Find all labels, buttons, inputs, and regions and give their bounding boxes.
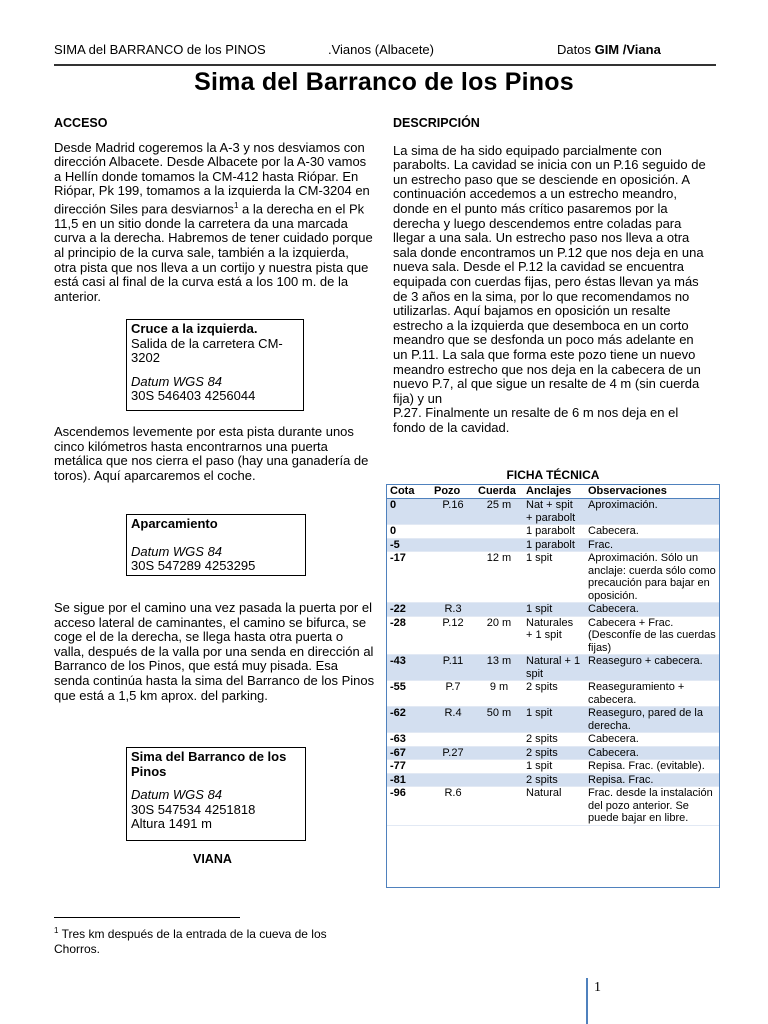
table-row bbox=[387, 760, 719, 774]
box-altitude: Altura 1491 m bbox=[131, 816, 212, 832]
table-row bbox=[387, 746, 719, 760]
table-cell: P.16 bbox=[431, 499, 475, 525]
footnote-number: 1 bbox=[54, 926, 59, 935]
header-rule bbox=[54, 64, 716, 66]
table-cell: 12 m bbox=[475, 552, 523, 603]
box-title: Sima del Barranco de los Pinos bbox=[131, 749, 287, 779]
table-cell: Natural bbox=[523, 787, 585, 826]
table-cell: 1 spit bbox=[523, 707, 585, 733]
table-cell: Cabecera + Frac. (Desconfíe de las cuerdas fijas) bbox=[585, 616, 719, 655]
table-cell: -28 bbox=[387, 616, 431, 655]
table-cell: Cabecera. bbox=[585, 733, 719, 747]
table-cell: -43 bbox=[387, 655, 431, 681]
table-cell: Reaseguramiento + cabecera. bbox=[585, 681, 719, 707]
header-credits-group: GIM /Viana bbox=[594, 42, 661, 57]
coords-box-cruce bbox=[126, 319, 304, 411]
table-cell bbox=[431, 538, 475, 552]
box-title: Cruce a la izquierda. bbox=[131, 321, 258, 336]
table-cell: 2 spits bbox=[523, 746, 585, 760]
col-header: Cuerda bbox=[475, 485, 523, 499]
table-cell: 25 m bbox=[475, 499, 523, 525]
box-coords: 30S 547289 4253295 bbox=[131, 558, 256, 574]
table-cell: P.27 bbox=[431, 746, 475, 760]
descripcion-heading: DESCRIPCIÓN bbox=[393, 116, 480, 130]
ficha-title: FICHA TÉCNICA bbox=[506, 468, 600, 482]
table-cell bbox=[475, 603, 523, 617]
table-cell: 1 parabolt bbox=[523, 525, 585, 539]
box-line: Salida de la carretera CM-3202 bbox=[131, 335, 283, 366]
table-cell bbox=[431, 525, 475, 539]
table-cell: -17 bbox=[387, 552, 431, 603]
table-cell: R.4 bbox=[431, 707, 475, 733]
header-location: .Vianos (Albacete) bbox=[328, 42, 434, 57]
table-row bbox=[387, 538, 719, 552]
descripcion-section bbox=[393, 116, 711, 435]
table-cell: P.7 bbox=[431, 681, 475, 707]
table-cell: Reaseguro, pared de la derecha. bbox=[585, 707, 719, 733]
table-cell: 1 spit bbox=[523, 603, 585, 617]
coords-box-aparcamiento bbox=[126, 514, 306, 576]
table-row bbox=[387, 681, 719, 707]
table-cell: Repisa. Frac. bbox=[585, 773, 719, 787]
table-cell: Naturales + 1 spit bbox=[523, 616, 585, 655]
table-cell: 0 bbox=[387, 525, 431, 539]
page-header bbox=[54, 42, 716, 62]
table-cell: 50 m bbox=[475, 707, 523, 733]
table-cell: 1 spit bbox=[523, 760, 585, 774]
table-cell bbox=[475, 538, 523, 552]
col-header: Observaciones bbox=[585, 485, 719, 499]
table-cell: Aproximación. bbox=[585, 499, 719, 525]
footnote-text: Tres km después de la entrada de la cueva de los Chorros. bbox=[54, 927, 327, 956]
table-cell: 13 m bbox=[475, 655, 523, 681]
table-row bbox=[387, 733, 719, 747]
table-row bbox=[387, 499, 719, 525]
table-cell: R.6 bbox=[431, 787, 475, 826]
table-cell: 0 bbox=[387, 499, 431, 525]
header-credits bbox=[557, 42, 661, 57]
footnote-rule bbox=[54, 917, 240, 918]
col-header: Cota bbox=[387, 485, 431, 499]
table-row bbox=[387, 616, 719, 655]
acceso-heading: ACCESO bbox=[54, 116, 108, 130]
box-coords: 30S 546403 4256044 bbox=[131, 388, 256, 404]
table-row bbox=[387, 525, 719, 539]
table-cell: 1 parabolt bbox=[523, 538, 585, 552]
table-cell: 2 spits bbox=[523, 681, 585, 707]
box-datum: Datum WGS 84 bbox=[131, 373, 223, 389]
footnote-ref[interactable]: 1 bbox=[233, 200, 239, 210]
page-title: Sima del Barranco de los Pinos bbox=[194, 68, 574, 96]
table-cell: 2 spits bbox=[523, 733, 585, 747]
table-cell: 1 spit bbox=[523, 552, 585, 603]
table-cell bbox=[475, 760, 523, 774]
table-cell: Natural + 1 spit bbox=[523, 655, 585, 681]
page-number-bar bbox=[586, 978, 588, 1024]
table-cell: -96 bbox=[387, 787, 431, 826]
table-row bbox=[387, 707, 719, 733]
table-cell: Frac. desde la instalación del pozo anterior. Se puede bajar en libre. bbox=[585, 787, 719, 826]
descripcion-text: La sima de ha sido equipado parcialmente con parabolts. La cavidad se inicia con un P.16 seguido de un estrecho paso que se desciende en oposición. A continuación accedemos a un estrecho meandro, donde en el punto más crítico pasaremos por la derecha y luego descendemos entre coladas para llegar a una sala. Un estrecho paso nos lleva a otra sala donde encontramos un P.12 que nos deja en una nueva sala. Desde el P.12 la cavidad se encuentra equipada con cuerdas fijas, pero éstas llevan ya más de 3 años en la sima, por lo que recomendamos no utilizarlas. Aquí bajamos en oposición un resalte estrecho a la izquierda que desemboca en un corto meandro que se desfonda un poco más adelante en un P.11. La sala que forma este pozo tiene un nuevo meandro estrecho que nos deja en la cabecera de un nuevo P.7, al que sigue un resalte de 4 m (sin cuerda fija) y un bbox=[393, 142, 706, 406]
table-cell: P.11 bbox=[431, 655, 475, 681]
ficha-header-row bbox=[387, 485, 719, 499]
acceso-section bbox=[54, 116, 374, 304]
table-cell: -5 bbox=[387, 538, 431, 552]
table-cell: R.3 bbox=[431, 603, 475, 617]
table-cell bbox=[431, 760, 475, 774]
table-row bbox=[387, 787, 719, 826]
table-cell: 2 spits bbox=[523, 773, 585, 787]
table-cell: Aproximación. Sólo un anclaje: cuerda sólo como precaución para bajar en oposición. bbox=[585, 552, 719, 603]
box-datum: Datum WGS 84 bbox=[131, 543, 223, 559]
table-cell: -63 bbox=[387, 733, 431, 747]
box-title: Aparcamiento bbox=[131, 516, 218, 531]
table-cell: -55 bbox=[387, 681, 431, 707]
acceso-p1-end: a la derecha en el Pk 11,5 en un sitio donde la carretera da una marcada curva a la derecha. Habremos de tener cuidado porque al principio de la curva sale, también a la izquierda, otra pista que nos lleva a un cortijo y nuestra pista que está casi al final de la curva está a los 100 m. de la anterior. bbox=[54, 201, 373, 304]
table-cell: Repisa. Frac. (evitable). bbox=[585, 760, 719, 774]
table-cell bbox=[475, 746, 523, 760]
col-header: Pozo bbox=[431, 485, 475, 499]
table-row bbox=[387, 773, 719, 787]
ficha-table bbox=[386, 484, 720, 888]
table-cell: -22 bbox=[387, 603, 431, 617]
table-cell bbox=[475, 525, 523, 539]
table-cell: Reaseguro + cabecera. bbox=[585, 655, 719, 681]
table-cell bbox=[431, 552, 475, 603]
table-cell: Cabecera. bbox=[585, 603, 719, 617]
table-cell bbox=[475, 733, 523, 747]
header-credits-prefix: Datos bbox=[557, 42, 595, 57]
descripcion-text-end: P.27. Finalmente un resalte de 6 m nos deja en el fondo de la cavidad. bbox=[393, 405, 679, 435]
table-cell: Frac. bbox=[585, 538, 719, 552]
table-cell: 20 m bbox=[475, 616, 523, 655]
footnote bbox=[54, 924, 364, 956]
table-cell: -62 bbox=[387, 707, 431, 733]
box-coords: 30S 547534 4251818 bbox=[131, 801, 256, 817]
table-cell bbox=[475, 787, 523, 826]
table-row bbox=[387, 552, 719, 603]
acceso-paragraph-3: Se sigue por el camino una vez pasada la puerta por el acceso lateral de caminantes, el camino se bifurca, se coge el de la derecha, se llega hasta otra puerta o valla, después de la valla por una senda en dirección al Barranco de los Pinos, que está muy pisada. Esa senda continúa hasta la sima del Barranco de los Pinos que está a 1,5 km aprox. del parking. bbox=[54, 600, 375, 703]
page-number: 1 bbox=[594, 980, 601, 995]
table-cell bbox=[431, 773, 475, 787]
acceso-p1-start: Desde Madrid cogeremos la A-3 y nos desviamos con dirección Albacete. Desde Albacete por la A-30 vamos a Hellín donde tomamos la CM-412 hasta Riópar. En Riópar, Pk 199, tomamos a la izquierda la CM-3204 en dirección Siles para desviarnos bbox=[54, 139, 370, 217]
box-datum: Datum WGS 84 bbox=[131, 787, 223, 803]
table-cell: Cabecera. bbox=[585, 746, 719, 760]
coords-box-sima bbox=[126, 747, 306, 841]
table-cell: -77 bbox=[387, 760, 431, 774]
header-left: SIMA del BARRANCO de los PINOS bbox=[54, 42, 266, 57]
acceso-paragraph-1 bbox=[54, 141, 374, 305]
table-cell: Nat + spit + parabolt bbox=[523, 499, 585, 525]
col-header: Anclajes bbox=[523, 485, 585, 499]
acceso-paragraph-2: Ascendemos levemente por esta pista durante unos cinco kilómetros hasta encontrarnos una puerta metálica que nos cierra el paso (hay una ganadería de toros). Aquí aparcaremos el coche. bbox=[54, 424, 369, 483]
table-cell: Cabecera. bbox=[585, 525, 719, 539]
table-cell bbox=[475, 773, 523, 787]
table-row bbox=[387, 655, 719, 681]
table-cell: 9 m bbox=[475, 681, 523, 707]
table-cell: -81 bbox=[387, 773, 431, 787]
table-cell: P.12 bbox=[431, 616, 475, 655]
table-row bbox=[387, 603, 719, 617]
signature-viana: VIANA bbox=[193, 852, 232, 866]
table-cell: -67 bbox=[387, 746, 431, 760]
table-cell bbox=[431, 733, 475, 747]
